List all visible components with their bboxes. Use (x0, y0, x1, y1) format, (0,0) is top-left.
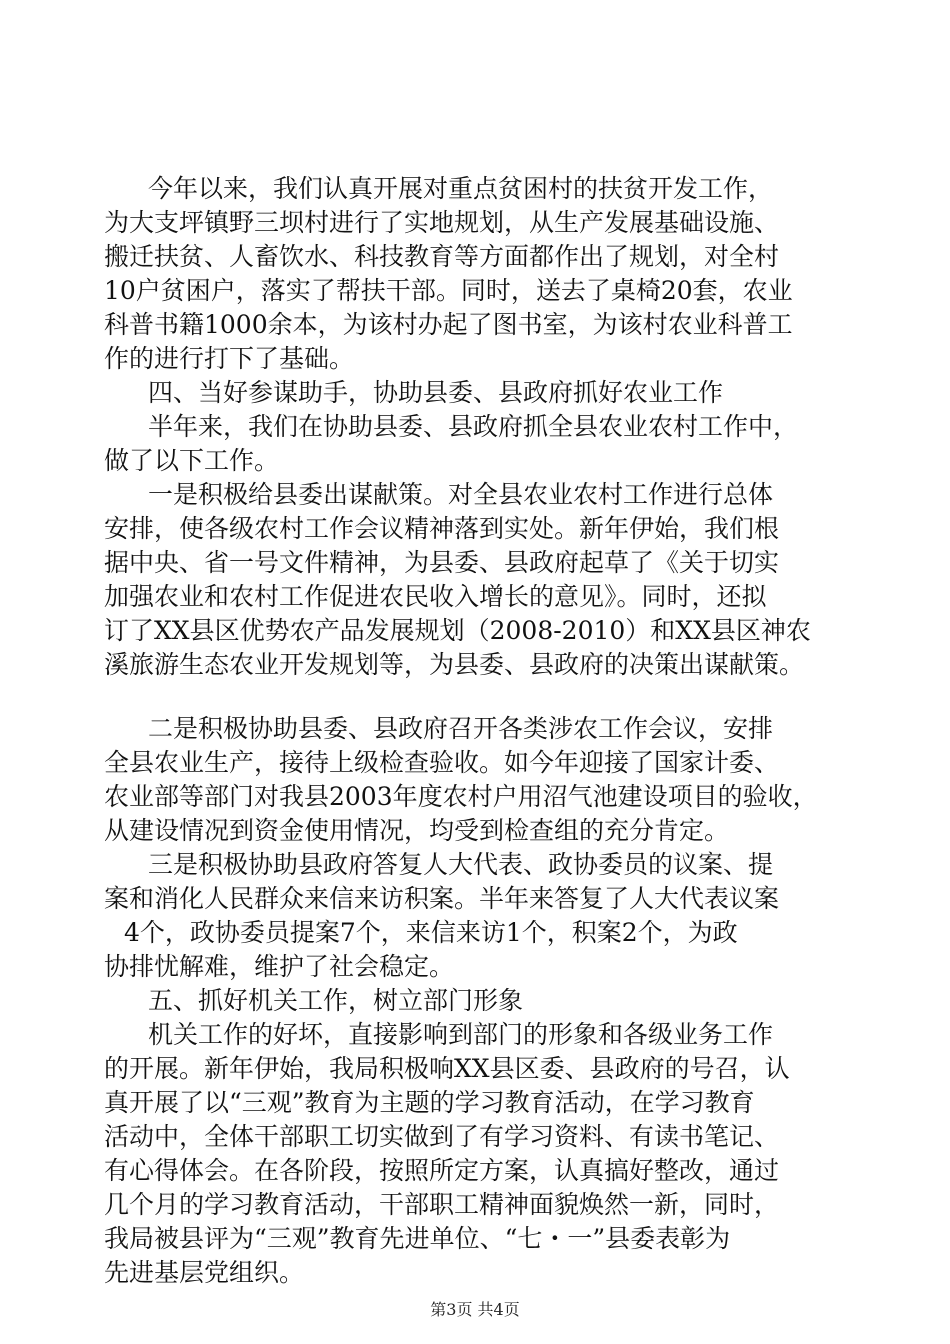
body-line: 加强农业和农村工作促进农民收入增长的意见》。同时，还拟 (104, 582, 767, 611)
body-line: 安排，使各级农村工作会议精神落到实处。新年伊始，我们根 (104, 514, 780, 543)
body-line: 4个，政协委员提案7个，来信来访1个，积案2个，为政 (124, 918, 738, 947)
body-line: 活动中，全体干部职工切实做到了有学习资料、有读书笔记、 (104, 1122, 780, 1151)
body-line: 一是积极给县委出谋献策。对全县农业农村工作进行总体 (148, 480, 774, 509)
body-line: 二是积极协助县委、县政府召开各类涉农工作会议，安排 (148, 714, 774, 743)
page-number: 第3页 共4页 (430, 1300, 520, 1319)
body-line: 从建设情况到资金使用情况，均受到检查组的充分肯定。 (104, 816, 730, 845)
body-line: 案和消化人民群众来信来访积案。半年来答复了人大代表议案 (104, 884, 780, 913)
body-line: 为大支坪镇野三坝村进行了实地规划，从生产发展基础设施、 (104, 208, 780, 237)
body-line: 据中央、省一号文件精神，为县委、县政府起草了《关于切实 (104, 548, 780, 577)
body-line: 做了以下工作。 (104, 446, 280, 475)
body-line: 10户贫困户，落实了帮扶干部。同时，送去了桌椅20套，农业 (104, 276, 793, 305)
body-line: 有心得体会。在各阶段，按照所定方案，认真搞好整改，通过 (104, 1156, 780, 1185)
body-line: 作的进行打下了基础。 (104, 344, 355, 373)
body-line: 协排忧解难，维护了社会稳定。 (104, 952, 455, 981)
body-line: 今年以来，我们认真开展对重点贫困村的扶贫开发工作， (148, 174, 774, 203)
body-line: 农业部等部门对我县2003年度农村户用沼气池建设项目的验收， (104, 782, 818, 811)
body-line: 搬迁扶贫、人畜饮水、科技教育等方面都作出了规划，对全村 (104, 242, 780, 271)
body-line: 我局被县评为“三观”教育先进单位、“七・一”县委表彰为 (104, 1224, 731, 1253)
body-line: 机关工作的好坏，直接影响到部门的形象和各级业务工作 (148, 1020, 774, 1049)
body-line: 的开展。新年伊始，我局积极响XX县区委、县政府的号召，认 (104, 1054, 790, 1083)
body-line: 全县农业生产，接待上级检查验收。如今年迎接了国家计委、 (104, 748, 780, 777)
section-heading: 四、当好参谋助手，协助县委、县政府抓好农业工作 (148, 378, 724, 407)
body-line: 先进基层党组织。 (104, 1258, 305, 1287)
body-line: 科普书籍1000余本，为该村办起了图书室，为该村农业科普工 (104, 310, 793, 339)
section-heading: 五、抓好机关工作，树立部门形象 (148, 986, 524, 1015)
body-line: 溪旅游生态农业开发规划等，为县委、县政府的决策出谋献策。 (104, 650, 805, 679)
body-line: 几个月的学习教育活动，干部职工精神面貌焕然一新，同时， (104, 1190, 780, 1219)
body-line: 三是积极协助县政府答复人大代表、政协委员的议案、提 (148, 850, 774, 879)
body-line: 订了XX县区优势农产品发展规划（2008-2010）和XX县区神农 (104, 616, 811, 645)
body-line: 半年来，我们在协助县委、县政府抓全县农业农村工作中， (148, 412, 799, 441)
body-line: 真开展了以“三观”教育为主题的学习教育活动，在学习教育 (104, 1088, 755, 1117)
